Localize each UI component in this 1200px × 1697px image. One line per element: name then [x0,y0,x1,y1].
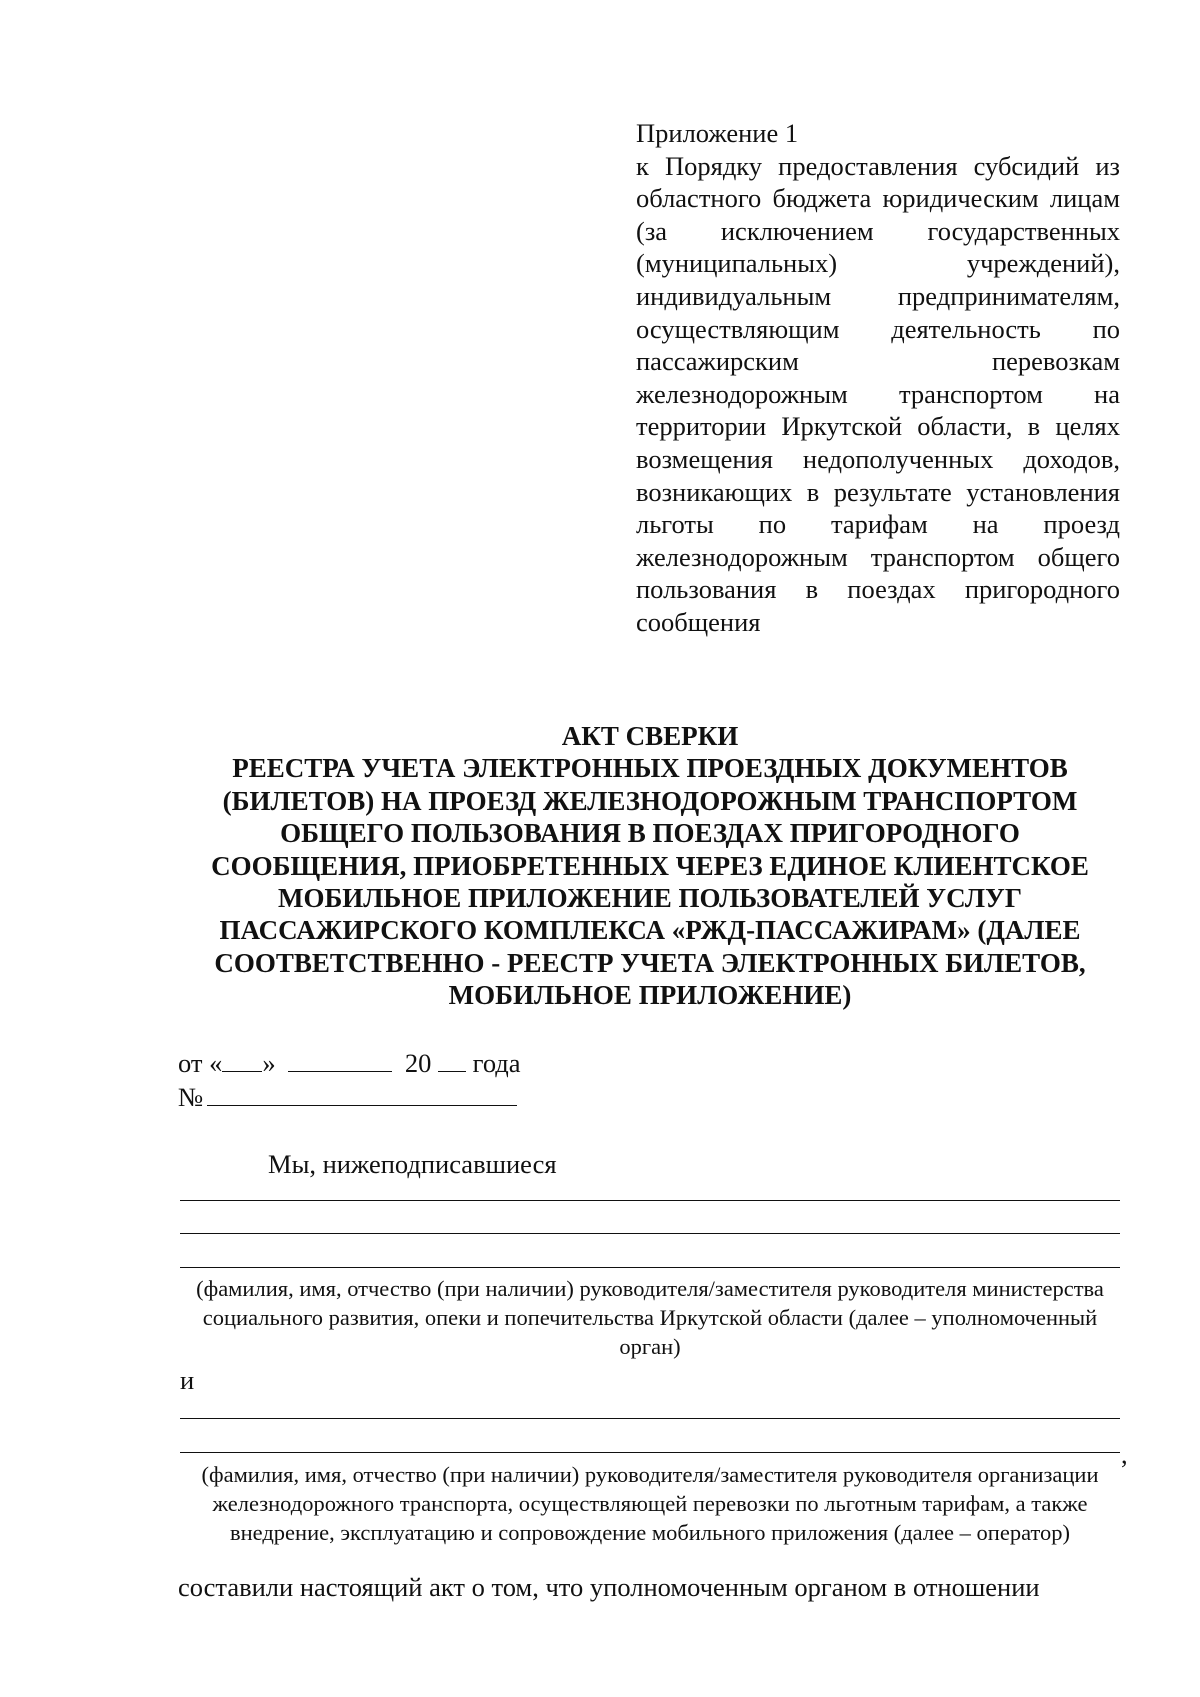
intro-text: Мы, нижеподписавшиеся [268,1149,557,1179]
number-label: № [178,1082,204,1112]
number-blank [207,1081,517,1106]
day-blank [222,1047,262,1072]
date-quote-close: » [262,1048,276,1078]
operator-caption: (фамилия, имя, отчество (при наличии) руководителя/заместителя руководителя организации железнодорожного транспорта, осуществляющей перевозки по льготным тарифам, а также внедрение, эксплуатацию и сопровождение мобильного приложения (далее – оператор) [201,1462,1099,1546]
authority-line-1 [180,1200,1120,1201]
year-prefix: 20 [404,1048,432,1078]
conjunction: и [180,1365,195,1395]
year-blank [438,1047,466,1072]
closing-text: составили настоящий акт о том, что уполномоченным органом в отношении [178,1572,1040,1602]
appendix-title: Приложение 1 [636,118,799,148]
appendix-reference: к Порядку предоставления субсидий из областного бюджета юридическим лицам (за исключением государственных (муниципальных) учреждений), индивидуальным предпринимателям, осуществляющим деятельность по пассажирским перевозкам железнодорожным транспортом на территории Иркутской области, в целях возмещения недополученных доходов, возникающих в результате установления льготы по тарифам на проезд железнодорожным транспортом общего пользования в поездах пригородного сообщения [636,150,1120,637]
month-blank [288,1047,392,1072]
date-line [178,1047,521,1079]
year-suffix: года [472,1048,521,1078]
act-heading [180,720,1120,1012]
date-prefix: от « [178,1048,223,1078]
operator-line-2 [180,1452,1120,1453]
number-line [178,1081,517,1113]
authority-line-3 [180,1267,1120,1268]
authority-line-2 [180,1233,1120,1234]
appendix-block [636,117,1120,639]
act-title: АКТ СВЕРКИ [561,721,739,751]
scan-artifact [1028,1664,1038,1668]
authority-caption: (фамилия, имя, отчество (при наличии) руководителя/заместителя руководителя министерства социального развития, опеки и попечительства Иркутской области (далее – уполномоченный орган) [196,1276,1104,1360]
act-subtitle: РЕЕСТРА УЧЕТА ЭЛЕКТРОННЫХ ПРОЕЗДНЫХ ДОКУМЕНТОВ (БИЛЕТОВ) НА ПРОЕЗД ЖЕЛЕЗНОДОРОЖНЫМ ТРАНСПОРТОМ ОБЩЕГО ПОЛЬЗОВАНИЯ В ПОЕЗДАХ ПРИГОРОДНОГО СООБЩЕНИЯ, ПРИОБРЕТЕННЫХ ЧЕРЕЗ ЕДИНОЕ КЛИЕНТСКОЕ МОБИЛЬНОЕ ПРИЛОЖЕНИЕ ПОЛЬЗОВАТЕЛЕЙ УСЛУГ ПАССАЖИРСКОГО КОМПЛЕКСА «РЖД-ПАССАЖИРАМ» (ДАЛЕЕ СООТВЕТСТВЕННО - РЕЕСТР УЧЕТА ЭЛЕКТРОННЫХ БИЛЕТОВ, МОБИЛЬНОЕ ПРИЛОЖЕНИЕ) [211,753,1089,1011]
trailing-comma: , [1121,1439,1128,1469]
operator-line-1 [180,1418,1120,1419]
